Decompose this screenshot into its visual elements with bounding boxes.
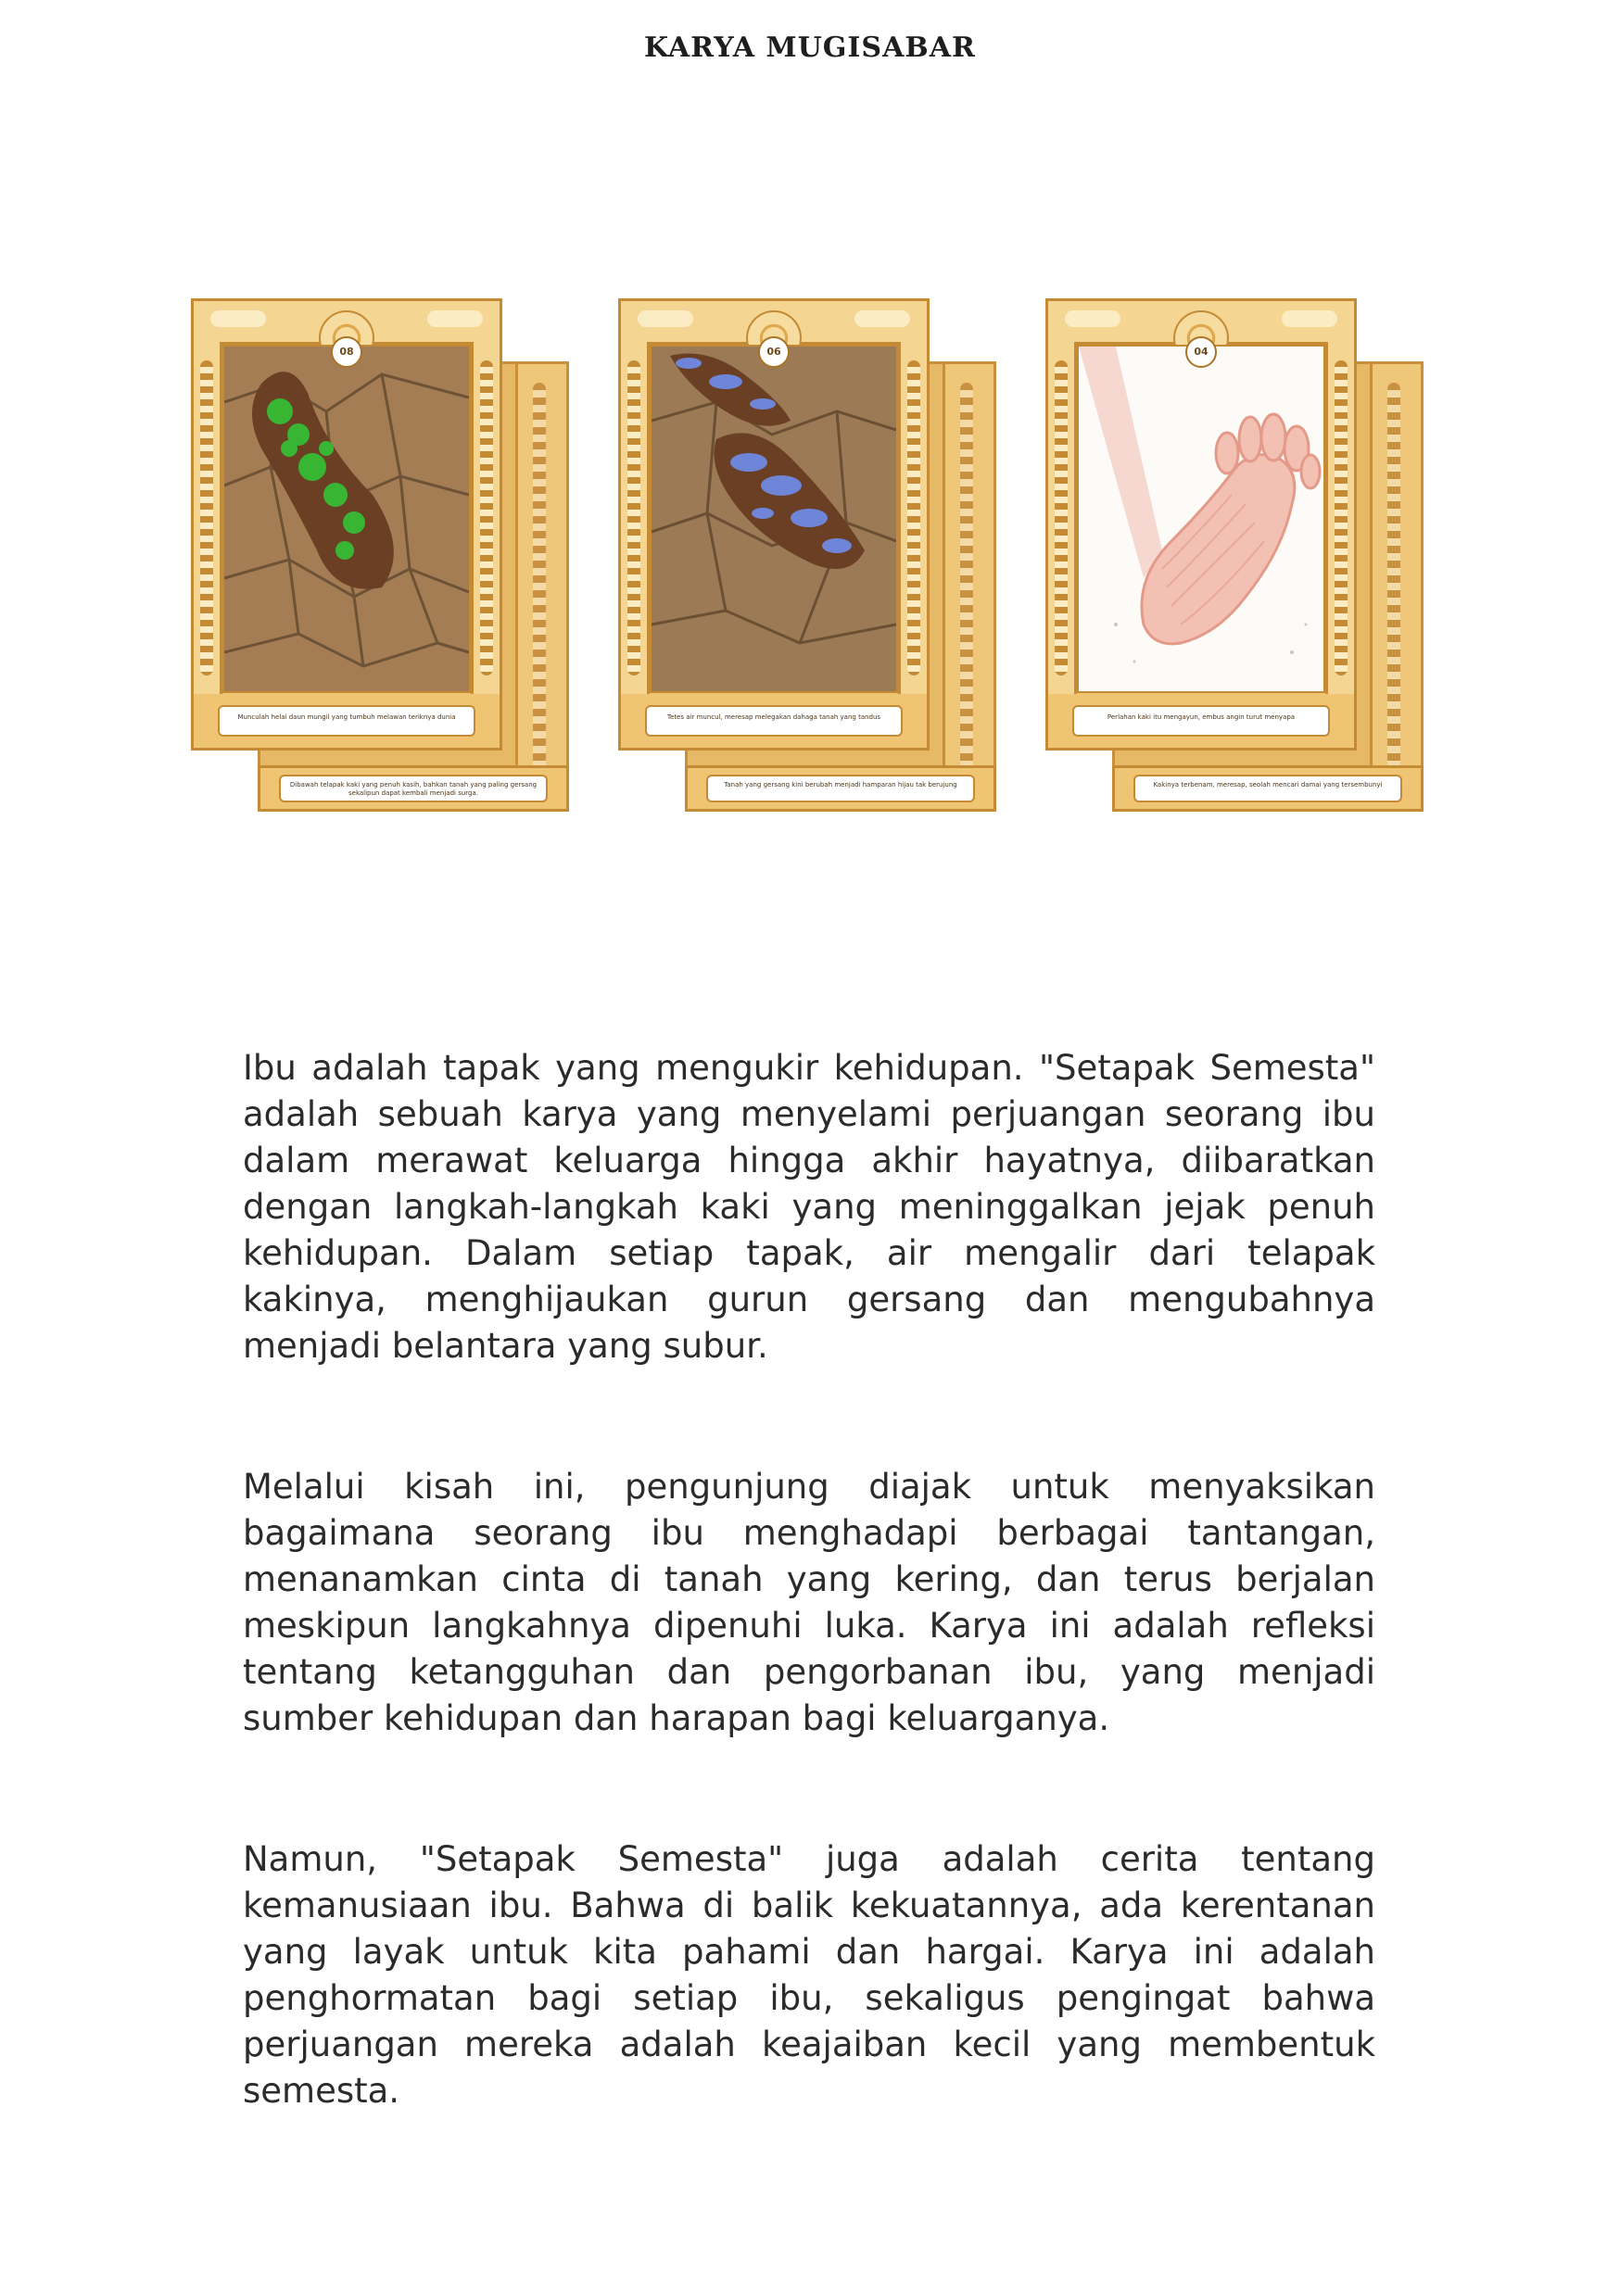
card-right-rail xyxy=(471,342,500,694)
back-card-caption-panel xyxy=(258,765,569,812)
card-left-rail xyxy=(194,342,222,694)
back-card-rail xyxy=(943,364,994,809)
card-group-06 xyxy=(618,298,1007,817)
card-group-04 xyxy=(1045,298,1435,817)
back-card-caption-panel xyxy=(685,765,996,812)
card-caption: Munculah helai daun mungil yang tumbuh melawan teriknya dunia xyxy=(218,705,475,737)
page-header: KARYA MUGISABAR xyxy=(644,32,976,64)
back-card-caption: Tanah yang gersang kini berubah menjadi hamparan hijau tak berujung xyxy=(706,775,975,802)
back-card-caption: Dibawah telapak kaki yang penuh kasih, bahkan tanah yang paling gersang sekalipun dapat kembali menjadi surga. xyxy=(279,775,548,802)
back-card-rail xyxy=(1370,364,1421,809)
back-card-caption-panel xyxy=(1112,765,1424,812)
card-number-badge: 06 xyxy=(758,336,790,368)
back-card-rail xyxy=(515,364,566,809)
footprint-sprouts-artwork xyxy=(222,345,471,693)
body-paragraph: Melalui kisah ini, pengunjung diajak untuk menyaksikan bagaimana seorang ibu menghadapi berbagai tantangan, menanamkan cinta di tanah yang kering, dan terus berjalan meskipun langkahnya dipenuhi luka. Karya ini adalah refleksi tentang ketangguhan dan pengorbanan ibu, yang menjadi sumber kehidupan dan harapan bagi keluarganya. xyxy=(243,1467,1375,1738)
back-card-caption: Kakinya terbenam, meresap, seolah mencari damai yang tersembunyi xyxy=(1133,775,1402,802)
card-caption: Perlahan kaki itu mengayun, embus angin turut menyapa xyxy=(1072,705,1330,737)
body-paragraph: Namun, "Setapak Semesta" juga adalah cerita tentang kemanusiaan ibu. Bahwa di balik kekuatannya, ada kerentanan yang layak untuk kita pahami dan hargai. Karya ini adalah penghormatan bagi setiap ibu, sekaligus pengingat bahwa perjuangan mereka adalah keajaiban kecil yang membentuk semesta. xyxy=(243,1839,1375,2111)
card-right-rail xyxy=(1325,342,1354,694)
card-number-badge: 04 xyxy=(1185,336,1217,368)
card-number-badge: 08 xyxy=(331,336,362,368)
body-paragraph: Ibu adalah tapak yang mengukir kehidupan. "Setapak Semesta" adalah sebuah karya yang menyelami perjuangan seorang ibu dalam merawat keluarga hingga akhir hayatnya, diibaratkan dengan langkah-langkah kaki yang meninggalkan jejak penuh kehidupan. Dalam setiap tapak, air mengalir dari telapak kakinya, menghijaukan gurun gersang dan mengubahnya menjadi belantara yang subur. xyxy=(243,1048,1375,1366)
lifting-foot-artwork xyxy=(1077,345,1325,693)
front-card xyxy=(618,298,930,751)
card-left-rail xyxy=(1048,342,1077,694)
front-card xyxy=(191,298,502,751)
card-caption: Tetes air muncul, meresap melegakan dahaga tanah yang tandus xyxy=(645,705,903,737)
footprints-water-artwork xyxy=(650,345,898,693)
card-left-rail xyxy=(621,342,650,694)
front-card xyxy=(1045,298,1357,751)
card-group-08 xyxy=(191,298,580,817)
card-right-rail xyxy=(898,342,927,694)
